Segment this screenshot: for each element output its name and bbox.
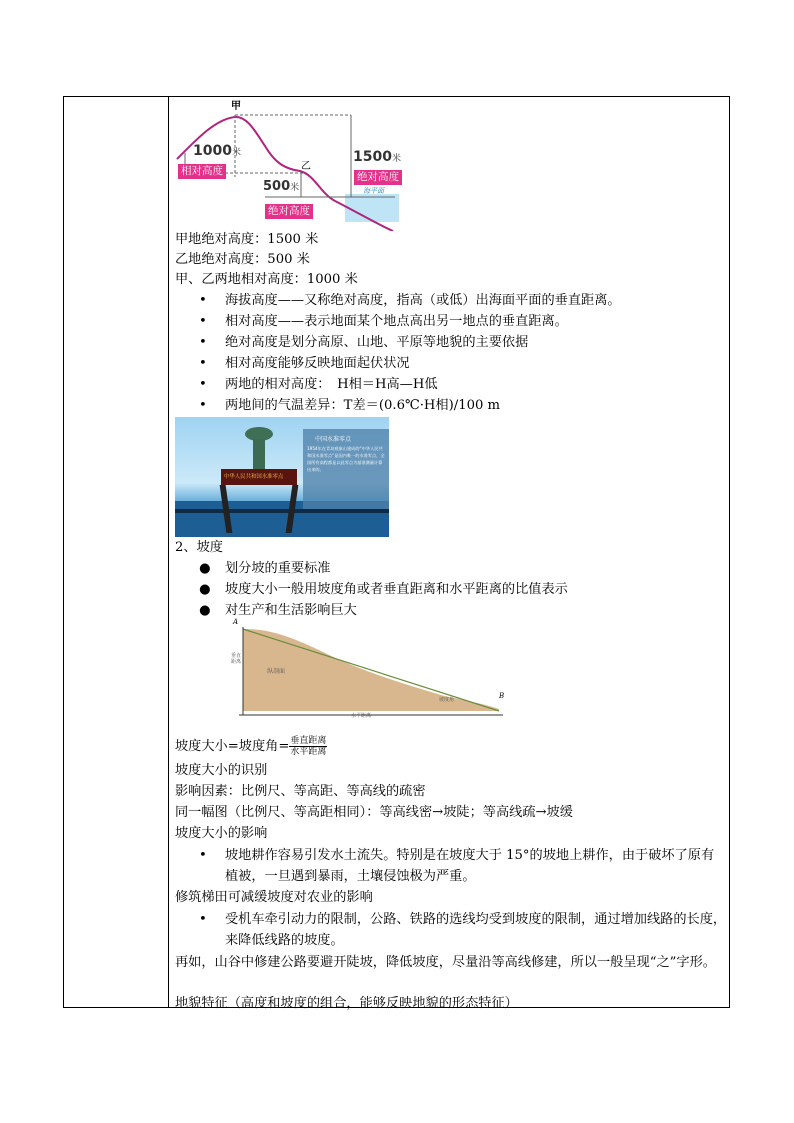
mid-label: 乙 — [301, 161, 311, 172]
list-item: • 两地的相对高度： H相＝H高—H低 — [199, 377, 438, 392]
abs-tag: 绝对高度 — [354, 170, 402, 185]
impact-heading: 坡度大小的影响 — [175, 826, 268, 841]
list-item: • 两地间的气温差异：T差＝(0.6℃·H相)/100 m — [199, 398, 501, 413]
point-b: B — [499, 692, 505, 700]
list-item: • 相对高度能够反映地面起伏状况 — [199, 356, 410, 371]
section2-title: 2、坡度 — [175, 540, 223, 555]
b-value: 500米 — [263, 179, 300, 194]
angle-label: 坡度角 — [439, 697, 455, 703]
altitude-diagram — [175, 101, 405, 231]
monument-photo — [175, 417, 389, 537]
identify-heading: 坡度大小的识别 — [175, 763, 268, 778]
line-rel: 甲、乙两地相对高度：1000 米 — [175, 272, 358, 287]
sign-text: 1954年在青岛观象山建成的“中华人民共和国水准零点”是国内唯一的水准零点，全国所有高程都是以此零点为基准测量计算出来的。 — [307, 446, 385, 472]
content-table — [63, 96, 730, 1011]
valley-paragraph: 再如，山谷中修建公路要避开陡坡，降低坡度，尽量沿等高线修建，所以一般呈现“之”字形。 — [175, 955, 716, 970]
horizontal-label: 水平距离 — [351, 713, 372, 719]
b-tag: 绝对高度 — [265, 204, 313, 219]
monument-text: 中华人民共和国水准零点 — [224, 474, 284, 480]
landform-line: 地貌特征（高度和坡度的组合，能够反映地貌的形态特征） — [175, 996, 518, 1011]
list-item: • 海拔高度——又称绝对高度，指高（或低）出海面平面的垂直距离。 — [199, 293, 621, 308]
factors-line: 影响因素：比例尺、等高距、等高线的疏密 — [175, 784, 426, 799]
same-map-line: 同一幅图（比例尺、等高距相同）：等高线密→坡陡；等高线疏→坡缓 — [175, 805, 573, 820]
peak-label: 甲 — [231, 101, 241, 112]
rel-value: 1000米 — [193, 143, 241, 159]
list-item: • 绝对高度是划分高原、山地、平原等地貌的主要依据 — [199, 335, 529, 350]
vertical-label: 垂直距离 — [231, 653, 242, 665]
abs-value: 1500米 — [353, 149, 401, 165]
line-yi-abs: 乙地绝对高度：500 米 — [175, 252, 310, 267]
list-item: • 受机车牵引动力的限制，公路、铁路的选线均受到坡度的限制，通过增加线路的长度，来降低线路的坡度。 — [199, 912, 727, 948]
sea-label: 海平面 — [363, 187, 384, 195]
point-a: A — [233, 618, 239, 626]
slope-formula: 坡度大小=坡度角= $\frac{\text{垂直距离}}{\text{水平距离}}$ — [175, 736, 327, 757]
terrace-line: 修筑梯田可减缓坡度对农业的影响 — [175, 890, 373, 905]
rel-tag: 相对高度 — [178, 164, 226, 179]
section-label: 纵剖面 — [267, 668, 286, 675]
slope-diagram — [231, 618, 509, 727]
list-item: • 坡地耕作容易引发水土流失。特别是在坡度大于 15°的坡地上耕作，由于破坏了原有植被，一旦遇到暴雨，土壤侵蚀极为严重。 — [199, 848, 715, 884]
list-item: ● 对生产和生活影响巨大 — [199, 603, 357, 618]
left-column — [64, 97, 169, 1007]
list-item: ● 坡度大小一般用坡度角或者垂直距离和水平距离的比值表示 — [199, 582, 568, 597]
line-jia-abs: 甲地绝对高度：1500 米 — [175, 232, 319, 247]
list-item: ● 划分坡的重要标准 — [199, 561, 331, 576]
sign-title: 中国水准零点 — [315, 436, 352, 443]
list-item: • 相对高度——表示地面某个地点高出另一地点的垂直距离。 — [199, 314, 568, 329]
